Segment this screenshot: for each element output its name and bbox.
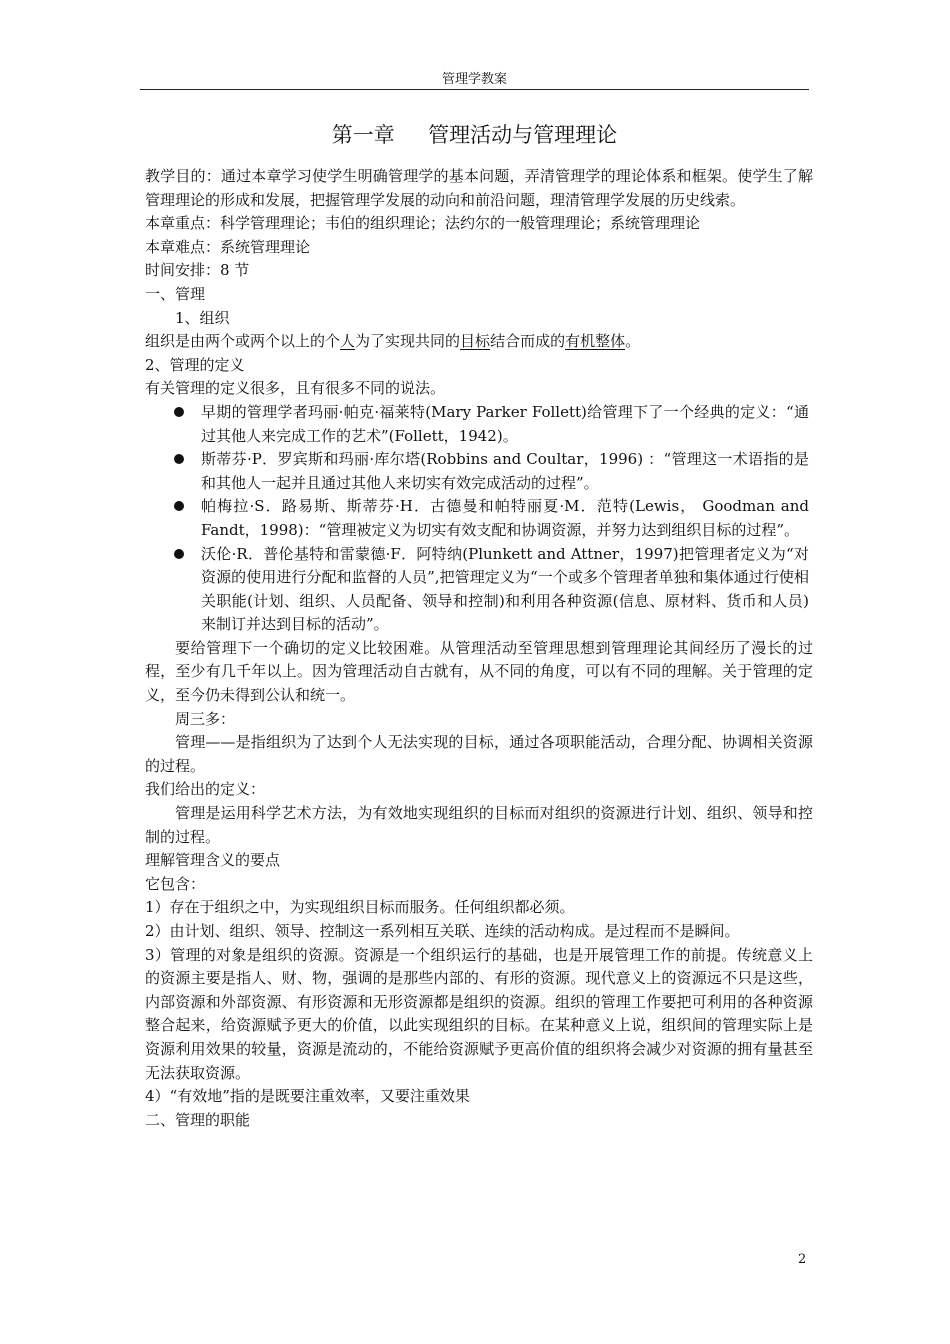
key-points: 本章重点：科学管理理论；韦伯的组织理论；法约尔的一般管理理论；系统管理理论 (145, 214, 701, 233)
point-3: 3）管理的对象是组织的资源。资源是一个组织运行的基础，也是开展管理工作的前提。传统意义上的资源主要是指人、财、物，强调的是那些内部的、有形的资源。现代意义上的资源远不只是这些，内部资源和外部资源、有形资源和无形资源都是组织的资源。组织的管理工作要把可利用的各种资源整合起来，给资源赋予更大的价值，以此实现组织的目标。在某种意义上说，组织间的管理实际上是资源利用效果的较量，资源是流动的，不能给资源赋予更高价值的组织将会减少对资源的拥有量甚至无法获取资源。 (145, 945, 813, 1082)
running-header: 管理学教案 (441, 72, 507, 87)
definition-item-lewis (145, 495, 813, 542)
organization-definition (145, 330, 813, 354)
org-def-underline-person: 人 (340, 332, 356, 351)
page-number: 2 (798, 1252, 807, 1267)
subheading-management-definition: 2、管理的定义 (145, 355, 245, 374)
org-def-text-3: 结合而成的 (490, 332, 566, 351)
subheading-organization: 1、组织 (175, 308, 230, 327)
point-4: 4）“有效地”指的是既要注重效率，又要注重效果 (145, 1087, 470, 1106)
section-heading-management: 一、管理 (145, 284, 206, 303)
org-def-text-2: 为了实现共同的 (355, 332, 461, 351)
our-definition-label: 我们给出的定义： (145, 780, 266, 799)
understand-label: 理解管理含义的要点 (145, 851, 281, 870)
definition-text: 斯蒂芬·P．罗宾斯和玛丽·库尔塔(Robbins and Coultar，1996) ：“管理这一术语指的是和其他人一起并且通过其他人来切实有效完成活动的过程”。 (201, 450, 809, 492)
definition-item-follett (145, 401, 813, 448)
document-body (145, 165, 813, 1132)
section-heading-functions: 二、管理的职能 (145, 1110, 251, 1129)
bullet-dot-icon (174, 549, 184, 559)
org-def-underline-goal: 目标 (460, 332, 491, 351)
contains-label: 它包含： (145, 874, 206, 893)
chapter-title: 第一章 管理活动与管理理论 (331, 123, 618, 147)
org-def-text-1: 组织是由两个或两个以上的个 (145, 332, 341, 351)
definition-item-plunkett (145, 543, 813, 637)
difficulty-paragraph: 要给管理下一个确切的定义比较困难。从管理活动至管理思想到管理理论其间经历了漫长的过程，至少有几千年以上。因为管理活动自古就有，从不同的角度，可以有不同的理解。关于管理的定义，至今仍未得到公认和统一。 (145, 638, 813, 705)
header-rule (140, 89, 809, 90)
bullet-dot-icon (174, 501, 184, 511)
org-def-underline-whole: 有机整体 (565, 332, 626, 351)
point-2: 2）由计划、组织、领导、控制这一系列相互关联、连续的活动构成。是过程而不是瞬间。 (145, 922, 740, 940)
zhou-definition: 管理——是指组织为了达到个人无法实现的目标，通过各项职能活动，合理分配、协调相关资源的过程。 (145, 733, 813, 775)
definition-list (145, 401, 813, 637)
schedule: 时间安排：8 节 (145, 261, 250, 280)
definition-item-robbins (145, 448, 813, 495)
bullet-dot-icon (174, 407, 184, 417)
bullet-dot-icon (174, 454, 184, 464)
org-def-text-4: 。 (625, 332, 641, 351)
zhou-label: 周三多： (175, 709, 236, 728)
definition-text: 帕梅拉·S．路易斯、斯蒂芬·H．古德曼和帕特丽夏·M．范特(Lewis， Goodman and Fandt，1998)：“管理被定义为切实有效支配和协调资源，并努力达到组织目标的过程”。 (201, 497, 809, 539)
definition-text: 早期的管理学者玛丽·帕克·福莱特(Mary Parker Follett)给管理下了一个经典的定义：“通过其他人来完成工作的艺术”(Follett，1942)。 (201, 402, 809, 445)
definition-intro: 有关管理的定义很多，且有很多不同的说法。 (145, 379, 446, 398)
our-definition: 管理是运用科学艺术方法，为有效地实现组织的目标而对组织的资源进行计划、组织、领导和控制的过程。 (145, 804, 813, 846)
point-1: 1）存在于组织之中，为实现组织目标而服务。任何组织都必须。 (145, 898, 575, 917)
definition-text: 沃伦·R．普伦基特和雷蒙德·F．阿特纳(Plunkett and Attner，1997)把管理者定义为“对资源的使用进行分配和监督的人员”,把管理定义为“一个或多个管理者单独和集体通过行使相关职能(计划、组织、人员配备、领导和控制)和利用各种资源(信息、原材料、货币和人员)来制订并达到目标的活动”。 (201, 544, 809, 634)
difficulties: 本章难点：系统管理理论 (145, 237, 311, 256)
teaching-objective: 教学目的：通过本章学习使学生明确管理学的基本问题，弄清管理学的理论体系和框架。使学生了解管理理论的形成和发展，把握管理学发展的动向和前沿问题，理清管理学发展的历史线索。 (145, 167, 813, 209)
